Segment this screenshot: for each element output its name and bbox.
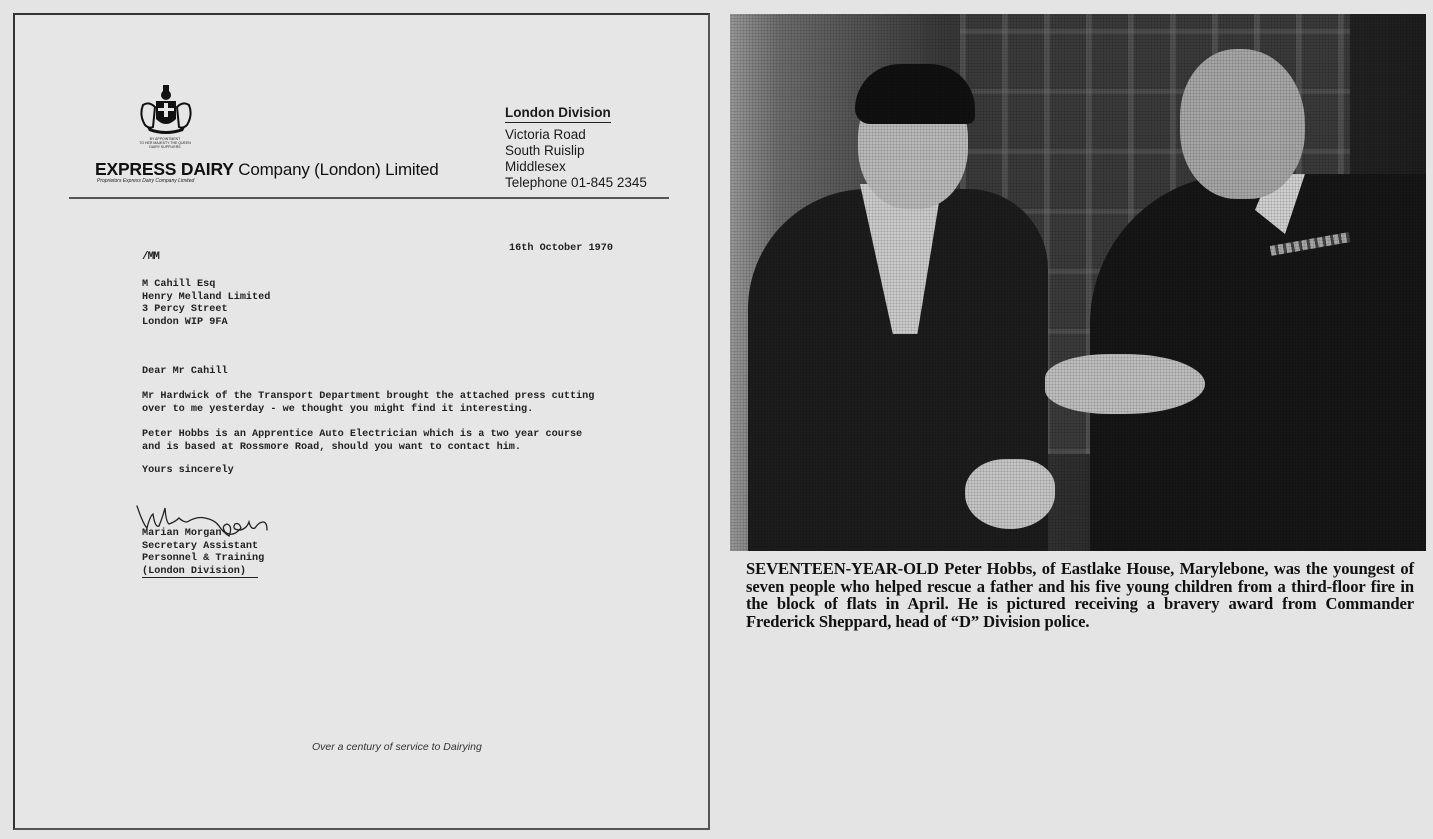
signatory-name: Marian Morgan — [142, 528, 222, 539]
letter-date: 16th October 1970 — [509, 243, 613, 254]
caption-body: Peter Hobbs, of Eastlake House, Marylebone, was the youngest of seven people who helped rescue a father and his five young children from a third-floor fire in the block of flats in April. He is pictured receiving a bravery award from Commander Frederick Sheppard, head of “D” Division police. — [746, 559, 1414, 631]
letter-paragraph: Peter Hobbs is an Apprentice Auto Electrician which is a two year course and is based at Rossmore Road, should you want to contact him. — [142, 429, 583, 453]
recipient-address: M Cahill Esq Henry Melland Limited 3 Percy Street London WIP 9FA — [142, 279, 271, 328]
signatory-division: (London Division) — [142, 566, 258, 578]
letterhead-divider — [69, 197, 669, 199]
letter-page — [13, 13, 710, 830]
signatory-department: Personnel & Training — [142, 553, 265, 564]
company-name — [95, 159, 439, 180]
letter-reference: /MM — [142, 251, 159, 263]
press-photo — [730, 14, 1426, 551]
royal-warrant-text: BY APPOINTMENT TO HER MAJESTY THE QUEEN DAIRY SUPPLIERS — [139, 137, 191, 149]
footer-tagline: Over a century of service to Dairying — [312, 741, 482, 753]
halftone-texture — [730, 14, 1426, 551]
division-address-block — [505, 105, 647, 191]
letter-paragraph: Mr Hardwick of the Transport Department brought the attached press cutting over to me yesterday - we thought you might find it interesting. — [142, 391, 595, 415]
division-address-line: South Ruislip — [505, 143, 585, 158]
division-address-line: Victoria Road — [505, 127, 586, 142]
company-name-rest: Company (London) Limited — [238, 160, 439, 179]
division-address-line: Middlesex — [505, 159, 566, 174]
press-caption — [746, 560, 1414, 630]
division-telephone: Telephone 01-845 2345 — [505, 175, 647, 190]
signatory-block — [142, 528, 264, 578]
proprietors-line: Proprietors Express Dairy Company Limited — [97, 178, 195, 184]
salutation: Dear Mr Cahill — [142, 366, 228, 377]
caption-lead: SEVENTEEN-YEAR-OLD — [746, 559, 939, 578]
closing: Yours sincerely — [142, 465, 234, 476]
signatory-title: Secretary Assistant — [142, 540, 259, 552]
company-brand: EXPRESS DAIRY — [95, 159, 234, 179]
division-title: London Division — [505, 105, 611, 123]
